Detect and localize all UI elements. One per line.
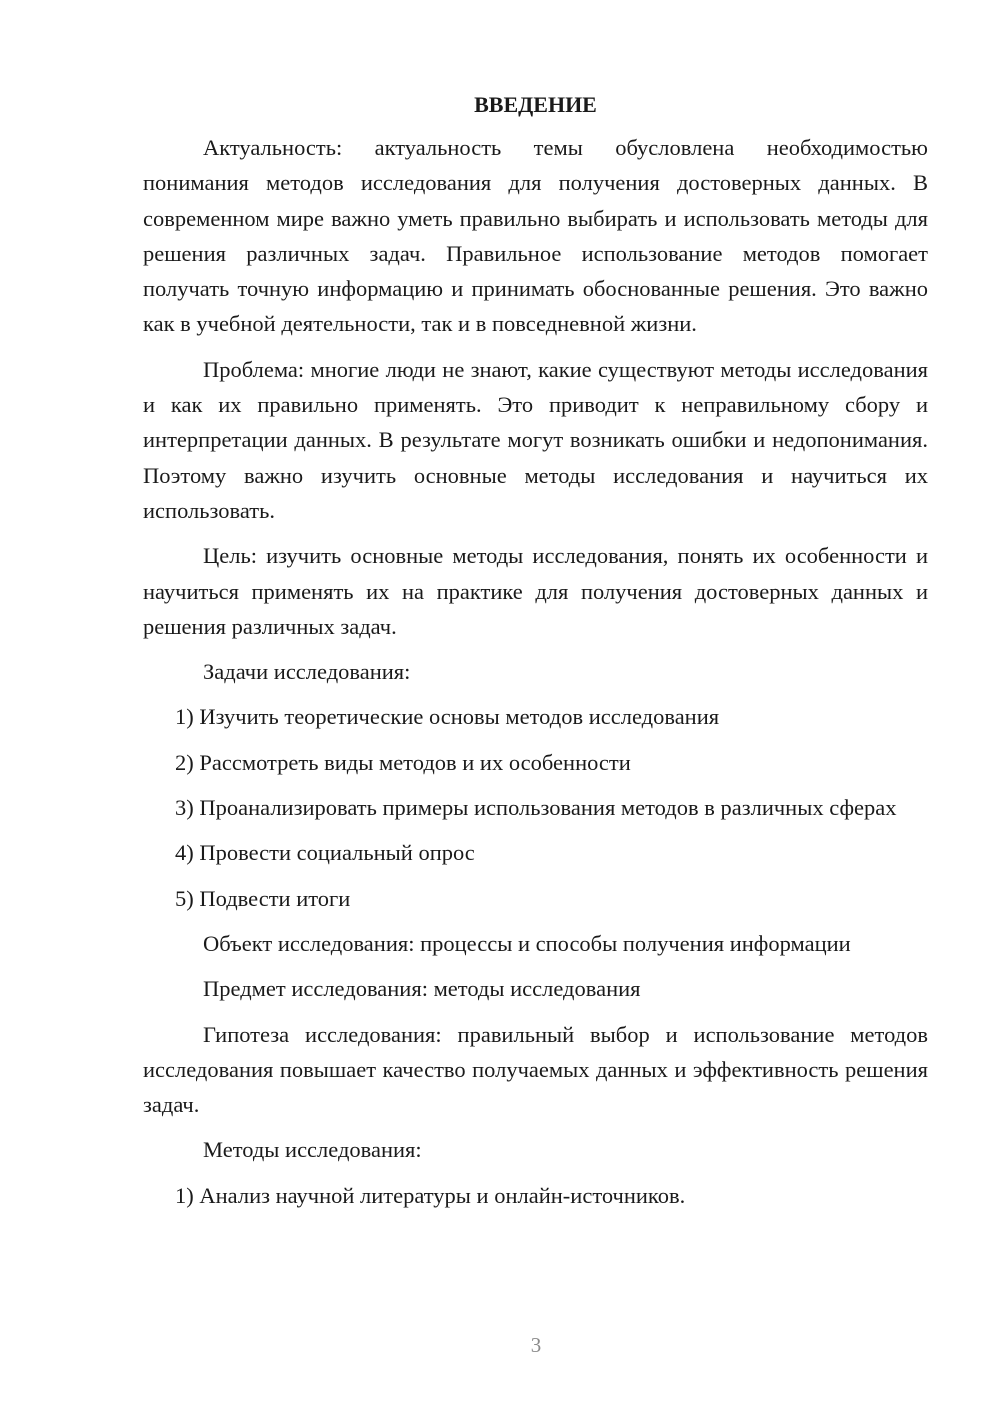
object-paragraph: Объект исследования: процессы и способы получения информации [203,930,851,956]
task-item: 1) Изучить теоретические основы методов исследования [175,704,720,730]
task-item: 2) Рассмотреть виды методов и их особенности [175,749,631,775]
hypothesis-paragraph: Гипотеза исследования: правильный выбор и использование методов исследования повышает качество получаемых данных и эффективность решения задач. [143,1021,928,1118]
methods-heading: Методы исследования: [203,1137,422,1163]
task-item: 3) Проанализировать примеры использования методов в различных сферах [175,795,897,821]
section-title: ВВЕДЕНИЕ [474,92,597,117]
tasks-heading: Задачи исследования: [203,659,411,685]
task-item: 4) Провести социальный опрос [175,840,475,866]
relevance-paragraph: Актуальность: актуальность темы обусловлена необходимостью понимания методов исследования для получения достоверных данных. В современном мире важно уметь правильно выбирать и использовать методы для решения различных задач. Правильное использование методов помогает получать точную информацию и принимать обоснованные решения. Это важно как в учебной деятельности, так и в повседневной жизни. [143,135,928,337]
document-page [143,90,928,1223]
method-item: 1) Анализ научной литературы и онлайн-источников. [175,1182,686,1208]
task-item: 5) Подвести итоги [175,885,351,911]
subject-paragraph: Предмет исследования: методы исследования [203,976,641,1002]
problem-paragraph: Проблема: многие люди не знают, какие существуют методы исследования и как их правильно применять. Это приводит к неправильному сбору и интерпретации данных. В результате могут возникать ошибки и недопонимания. Поэтому важно изучить основные методы исследования и научиться их использовать. [143,356,928,523]
goal-paragraph: Цель: изучить основные методы исследования, понять их особенности и научиться применять их на практике для получения достоверных данных и решения различных задач. [143,543,928,639]
page-number: 3 [530,1333,542,1357]
